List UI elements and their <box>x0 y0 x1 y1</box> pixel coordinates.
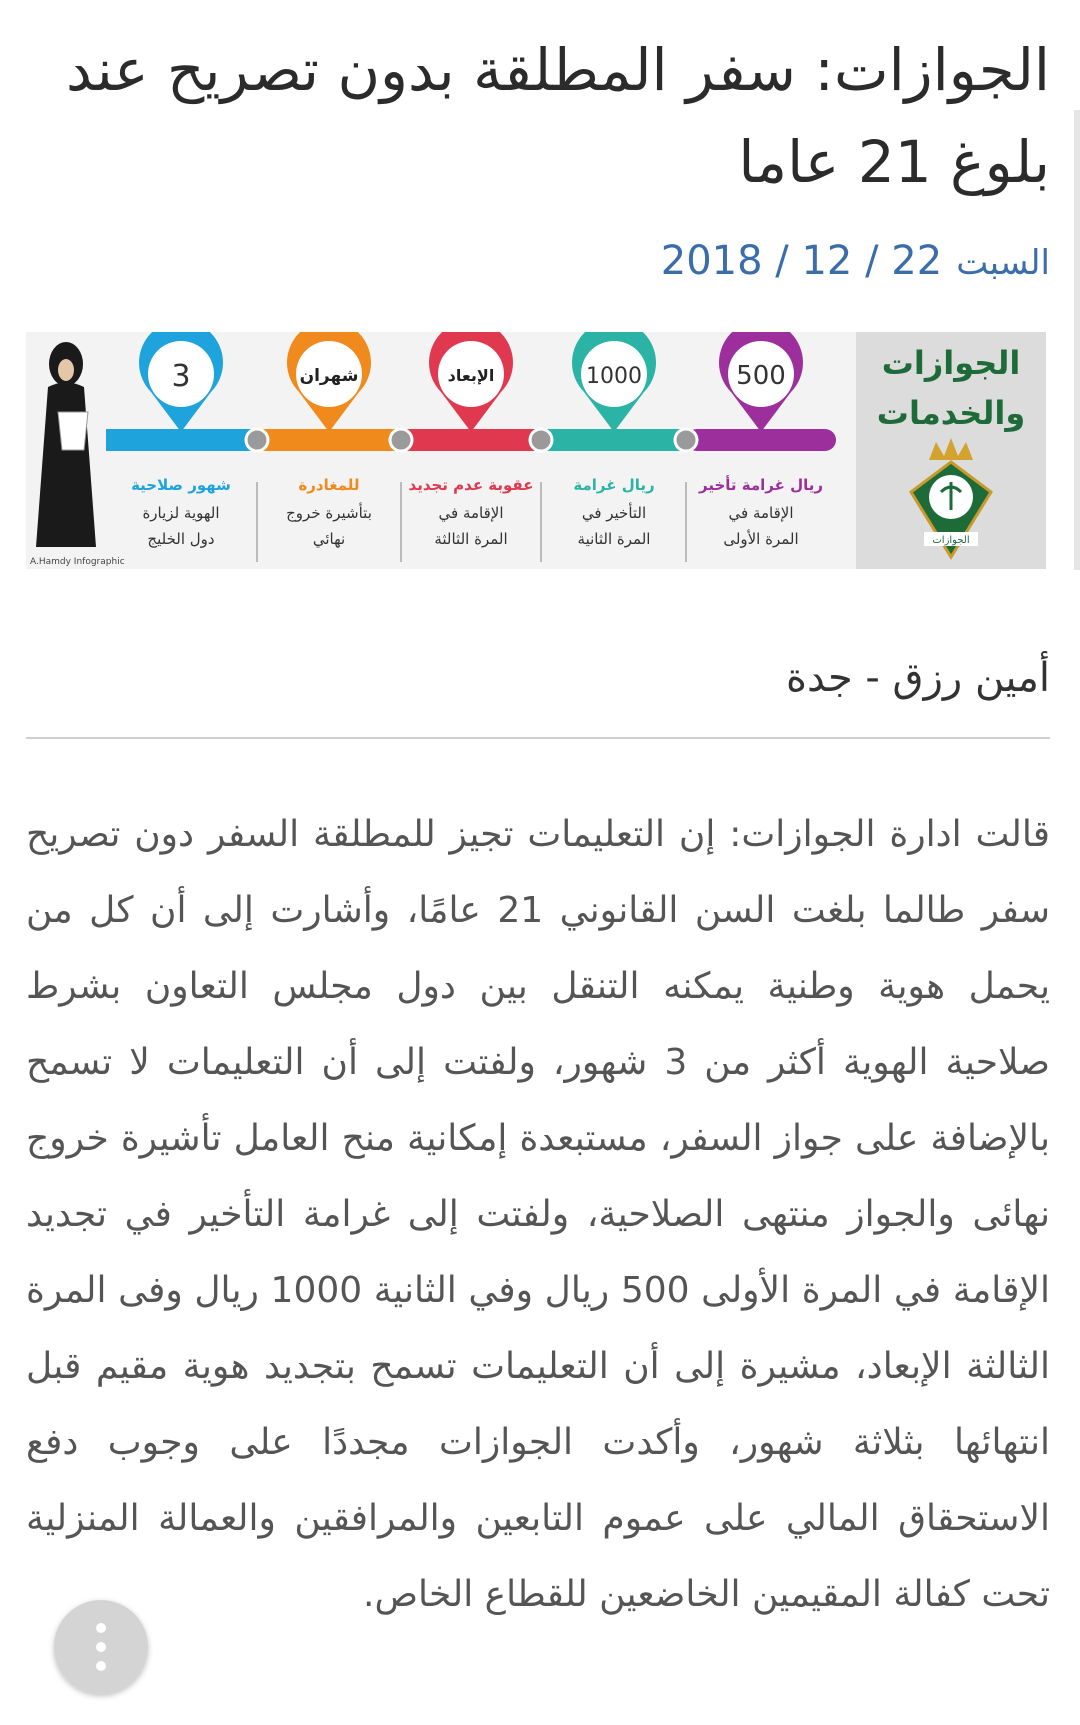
item-line1: للمغادرة <box>298 476 360 494</box>
article-byline: أمين رزق - جدة <box>786 655 1050 701</box>
item-line1: شهور صلاحية <box>131 476 231 494</box>
brand-line2: والخدمات <box>876 394 1026 432</box>
item-line2: بتأشيرة خروج <box>286 504 372 522</box>
article-body: قالت ادارة الجوازات: إن التعليمات تجيز للمطلقة السفر دون تصريح سفر طالما بلغت السن القانوني 21 عامًا، وأشارت إلى أن كل من يحمل هوية وطنية يمكنه التنقل بين دول مجلس التعاون بشرط صلاحية الهوية أكثر من 3 شهور، ولفتت إلى أن التعليمات لا تسمح بالإضافة على جواز السفر، مستبعدة إمكانية منح العامل تأشيرة خروج نهائى والجواز منتهى الصلاحية، ولفتت إلى غرامة التأخير في تجديد الإقامة في المرة الأولى 500 ريال وفي الثانية 1000 ريال وفى المرة الثالثة الإبعاد، مشيرة إلى أن التعليمات تسمح بتجديد هوية مقيم قبل انتهائها بثلاثة شهور، وأكدت الجوازات مجددًا على وجوب دفع الاستحقاق المالي على عموم التابعين والمرافقين والعمالة المنزلية تحت كفالة المقيمين الخاضعين للقطاع الخاص. <box>26 814 1050 1615</box>
pin-value: 3 <box>171 359 191 394</box>
item-line1: عقوبة عدم تجديد <box>408 476 534 494</box>
infographic-banner <box>26 332 1056 569</box>
emblem-label: الجوازات <box>932 535 970 546</box>
date-day: السبت <box>956 243 1050 283</box>
pin-value: 500 <box>736 361 786 391</box>
item-line2: الإقامة في <box>438 504 504 522</box>
item-line2: الهوية لزيارة <box>142 504 220 522</box>
brand-line1: الجوازات <box>881 344 1021 382</box>
item-line2: التأخير في <box>581 504 647 522</box>
item-line3: المرة الثانية <box>577 530 651 548</box>
pin-value: 1000 <box>586 364 642 389</box>
date-value: 22 / 12 / 2018 <box>660 238 943 284</box>
item-line2: الإقامة في <box>728 504 794 522</box>
more-vertical-icon-dot <box>96 1661 106 1671</box>
infographic-credit: A.Hamdy Infographic <box>30 557 125 567</box>
item-line3: نهائي <box>312 530 346 548</box>
item-line1: ريال غرامة تأخير <box>699 476 823 494</box>
pin-value: شهران <box>299 366 359 386</box>
item-line3: المرة الثالثة <box>434 530 508 548</box>
divider <box>26 737 1050 739</box>
more-vertical-icon-dot <box>96 1642 106 1652</box>
item-line1: ريال غرامة <box>573 476 655 494</box>
article-title: الجوازات: سفر المطلقة بدون تصريح عند بلوغ 21 عاما <box>66 36 1050 196</box>
scroll-edge <box>1074 110 1080 570</box>
article-date <box>661 238 1050 284</box>
pin-value: الإبعاد <box>447 366 495 385</box>
more-options-button[interactable] <box>54 1600 148 1694</box>
more-vertical-icon <box>96 1623 106 1633</box>
item-line3: دول الخليج <box>147 530 215 548</box>
item-line3: المرة الأولى <box>723 530 799 548</box>
